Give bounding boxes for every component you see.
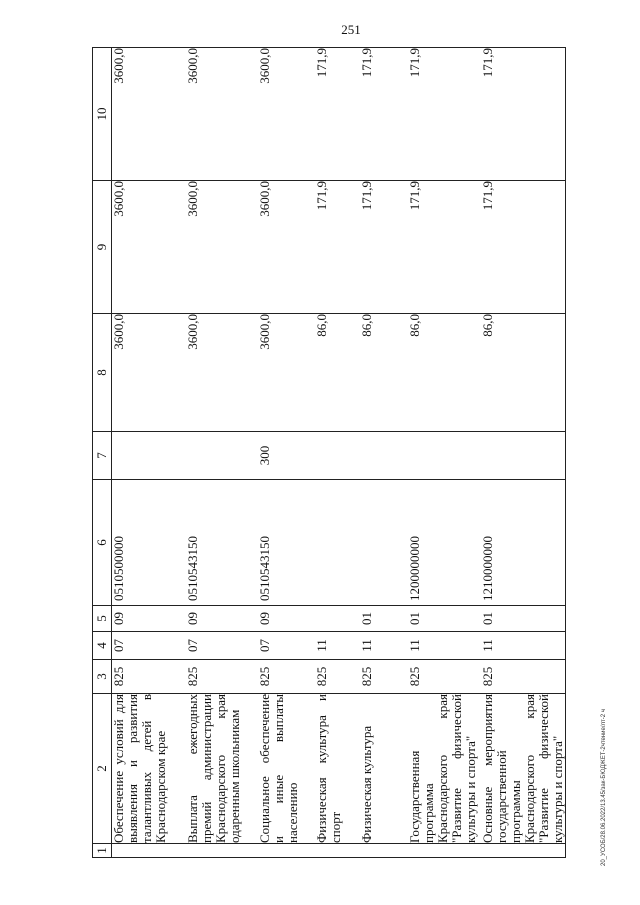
table-row xyxy=(481,48,566,858)
amount-col-8-cell: 86,0 xyxy=(481,314,566,432)
section-code-cell: 11 xyxy=(360,632,408,660)
amount-col-9-cell: 3600,0 xyxy=(258,181,315,314)
target-article-cell: 1200000000 xyxy=(408,480,481,606)
row-number-cell xyxy=(408,844,481,858)
row-name-cell: Социальное обеспечение и иные выплаты населению xyxy=(258,694,315,844)
amount-col-10-cell: 171,9 xyxy=(360,48,408,181)
amount-col-10-cell: 3600,0 xyxy=(112,48,187,181)
target-article-cell: 0510543150 xyxy=(186,480,258,606)
row-name-cell: Обеспечение условий для выявления и развития талантливых детей в Краснодарском крае xyxy=(112,694,187,844)
table-row xyxy=(315,48,360,858)
table-row xyxy=(408,48,481,858)
header-col-6: 6 xyxy=(93,480,112,606)
amount-col-10-cell: 171,9 xyxy=(481,48,566,181)
target-article-cell xyxy=(360,480,408,606)
budget-table xyxy=(92,47,566,858)
amount-col-10-cell: 171,9 xyxy=(315,48,360,181)
row-number-cell xyxy=(112,844,187,858)
amount-col-9-cell: 3600,0 xyxy=(186,181,258,314)
row-number-cell xyxy=(315,844,360,858)
amount-col-8-cell: 86,0 xyxy=(408,314,481,432)
subsection-code-cell: 09 xyxy=(186,606,258,632)
expense-type-cell xyxy=(112,432,187,480)
row-number-cell xyxy=(481,844,566,858)
row-number-cell xyxy=(258,844,315,858)
subsection-code-cell: 09 xyxy=(258,606,315,632)
amount-col-9-cell: 171,9 xyxy=(481,181,566,314)
expense-type-cell: 300 xyxy=(258,432,315,480)
row-name-cell: Физическая культура xyxy=(360,694,408,844)
section-code-cell: 07 xyxy=(186,632,258,660)
row-number-cell xyxy=(360,844,408,858)
table-row xyxy=(258,48,315,858)
amount-col-8-cell: 3600,0 xyxy=(186,314,258,432)
amount-col-8-cell: 3600,0 xyxy=(112,314,187,432)
amount-col-10-cell: 3600,0 xyxy=(186,48,258,181)
amount-col-9-cell: 171,9 xyxy=(360,181,408,314)
expense-type-cell xyxy=(315,432,360,480)
subsection-code-cell: 01 xyxy=(481,606,566,632)
amount-col-9-cell: 171,9 xyxy=(408,181,481,314)
target-article-cell: 0510500000 xyxy=(112,480,187,606)
expense-type-cell xyxy=(408,432,481,480)
ministry-code-cell: 825 xyxy=(315,660,360,694)
table-row xyxy=(186,48,258,858)
table-row xyxy=(360,48,408,858)
header-col-1: 1 xyxy=(93,844,112,858)
row-name-cell: Физическая культура и спорт xyxy=(315,694,360,844)
ministry-code-cell: 825 xyxy=(258,660,315,694)
page-number: 251 xyxy=(341,22,361,37)
expense-type-cell xyxy=(360,432,408,480)
header-col-8: 8 xyxy=(93,314,112,432)
target-article-cell xyxy=(315,480,360,606)
expense-type-cell xyxy=(481,432,566,480)
header-col-5: 5 xyxy=(93,606,112,632)
header-col-2: 2 xyxy=(93,694,112,844)
section-code-cell: 11 xyxy=(481,632,566,660)
header-col-9: 9 xyxy=(93,181,112,314)
file-stamp: 20_УСОБ/28.06.2022/13.45/зак-БЮДЖЕТ-2чтение/лт-2 ч xyxy=(601,709,607,866)
row-number-cell xyxy=(186,844,258,858)
subsection-code-cell: 01 xyxy=(360,606,408,632)
section-code-cell: 11 xyxy=(408,632,481,660)
table-row xyxy=(112,48,187,858)
amount-col-9-cell: 171,9 xyxy=(315,181,360,314)
section-code-cell: 07 xyxy=(258,632,315,660)
row-name-cell: Основные мероприятия государственной программы Краснодарского края "Развитие физической культуры и спорта" xyxy=(480,694,565,843)
target-article-cell: 0510543150 xyxy=(258,480,315,606)
target-article-cell: 1210000000 xyxy=(481,480,566,606)
ministry-code-cell: 825 xyxy=(360,660,408,694)
table-header-row xyxy=(93,48,112,858)
subsection-code-cell: 09 xyxy=(112,606,187,632)
amount-col-10-cell: 171,9 xyxy=(408,48,481,181)
header-col-4: 4 xyxy=(93,632,112,660)
ministry-code-cell: 825 xyxy=(186,660,258,694)
ministry-code-cell: 825 xyxy=(112,660,187,694)
subsection-code-cell: 01 xyxy=(408,606,481,632)
section-code-cell: 07 xyxy=(112,632,187,660)
header-col-3: 3 xyxy=(93,660,112,694)
section-code-cell: 11 xyxy=(315,632,360,660)
header-col-10: 10 xyxy=(93,48,112,181)
amount-col-9-cell: 3600,0 xyxy=(112,181,187,314)
row-name-cell: Выплата ежегодных премий администрации Краснодарского края одаренным школьникам xyxy=(186,694,258,844)
subsection-code-cell xyxy=(315,606,360,632)
rotated-table-wrapper xyxy=(92,38,612,858)
amount-col-10-cell: 3600,0 xyxy=(258,48,315,181)
ministry-code-cell: 825 xyxy=(408,660,481,694)
row-name-cell: Государственная программа Краснодарского края "Развитие физической культуры и спорта" xyxy=(408,694,481,844)
ministry-code-cell: 825 xyxy=(481,660,566,694)
amount-col-8-cell: 86,0 xyxy=(315,314,360,432)
expense-type-cell xyxy=(186,432,258,480)
header-col-7: 7 xyxy=(93,432,112,480)
amount-col-8-cell: 3600,0 xyxy=(258,314,315,432)
amount-col-8-cell: 86,0 xyxy=(360,314,408,432)
